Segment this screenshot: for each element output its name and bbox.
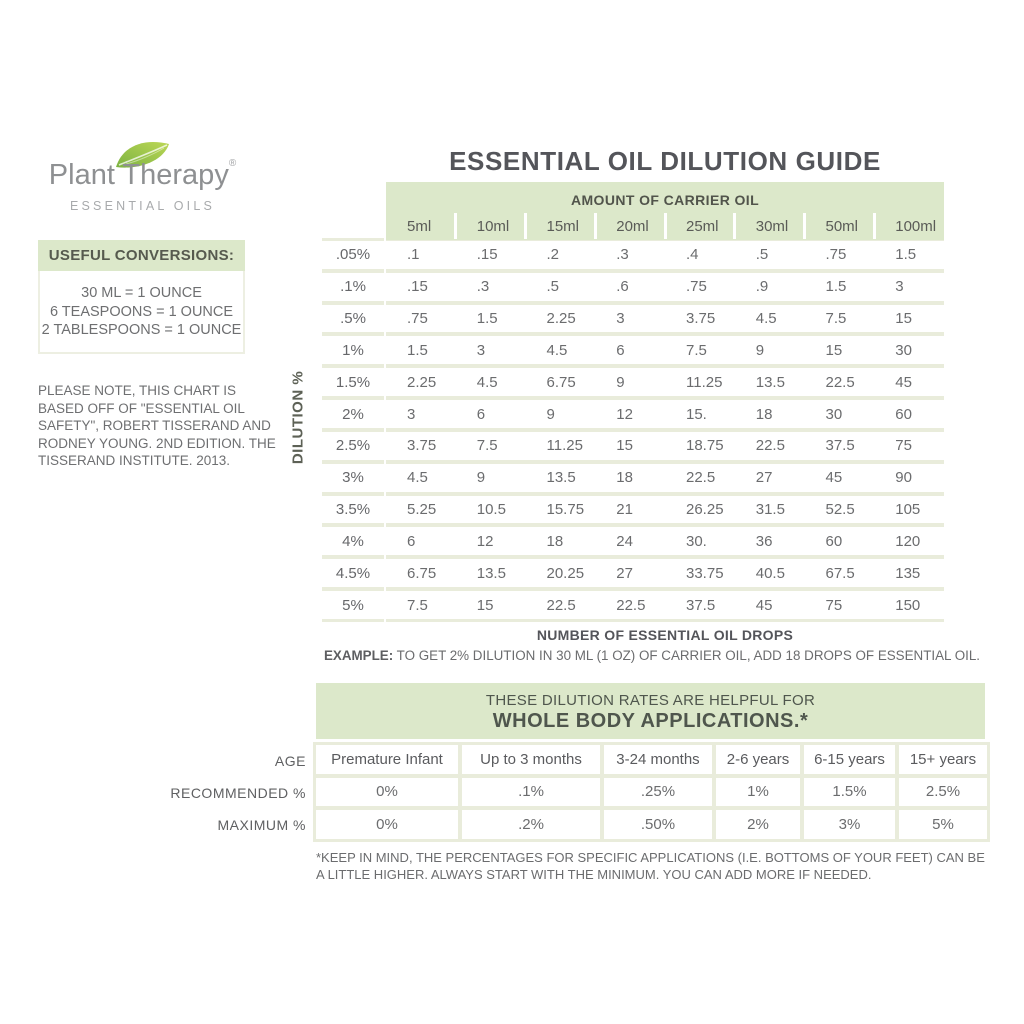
dilution-table-row <box>386 241 944 269</box>
drops-value-cell: 4.5 <box>755 310 777 328</box>
example-text <box>316 648 988 663</box>
drops-value-cell: .75 <box>825 246 847 264</box>
age-group-cell: Premature Infant <box>316 745 458 774</box>
drops-value-cell: 18 <box>546 532 564 550</box>
conversions-list <box>38 271 245 354</box>
drops-value-cell: 22.5 <box>686 469 716 487</box>
drops-value-cell: 15 <box>825 341 843 359</box>
drops-value-cell: 90 <box>895 469 912 487</box>
carrier-oil-column-header: 10ml <box>476 217 510 235</box>
drops-value-cell: 37.5 <box>686 596 716 614</box>
registered-mark: ® <box>228 158 237 169</box>
drops-value-cell: 27 <box>755 469 773 487</box>
useful-conversions-box <box>38 240 245 354</box>
carrier-oil-column-header: 20ml <box>616 217 649 235</box>
dilution-table-row <box>386 432 944 460</box>
maximum-percent-cell: 0% <box>316 810 458 839</box>
drops-value-cell: 15. <box>686 405 707 423</box>
dilution-percent-label: .1% <box>322 273 384 301</box>
drops-value-cell: 3.75 <box>686 310 716 328</box>
dilution-table-row <box>386 527 944 555</box>
header-column-separator <box>873 213 876 239</box>
dilution-percent-label: .05% <box>322 241 384 269</box>
drops-value-cell: 22.5 <box>825 373 855 391</box>
drops-value-cell: 13.5 <box>755 373 785 391</box>
dilution-percent-label: 4% <box>322 527 384 555</box>
drops-value-cell: 31.5 <box>755 501 785 519</box>
drops-value-cell: .5 <box>755 246 769 264</box>
maximum-percent-cell: 2% <box>716 810 800 839</box>
carrier-oil-column-header: 15ml <box>546 217 580 235</box>
drops-value-cell: 22.5 <box>546 596 576 614</box>
drops-value-cell: 45 <box>825 469 843 487</box>
drops-footer-label: NUMBER OF ESSENTIAL OIL DROPS <box>536 627 794 643</box>
maximum-percent-cell: 3% <box>804 810 895 839</box>
drops-value-cell: 18.75 <box>686 437 724 455</box>
drops-value-cell: .1 <box>407 246 420 264</box>
drops-value-cell: .15 <box>407 278 428 296</box>
carrier-oil-header <box>386 182 944 240</box>
maximum-percent-cell: .50% <box>604 810 712 839</box>
brand-text: Plant Therapy <box>48 159 229 191</box>
drops-value-cell: 7.5 <box>686 341 707 359</box>
drops-value-cell: 9 <box>755 341 765 359</box>
drops-value-cell: 9 <box>476 469 486 487</box>
conversion-item: 30 ML = 1 OUNCE <box>81 285 202 301</box>
source-note: PLEASE NOTE, THIS CHART IS BASED OFF OF "ESSENTIAL OIL SAFETY", ROBERT TISSERAND AND RODNEY YOUNG. 2ND EDITION. THE TISSERAND INSTITUTE. 2013. <box>38 383 276 468</box>
age-group-cell: 3-24 months <box>604 745 712 774</box>
drops-value-cell: 21 <box>616 501 633 519</box>
drops-value-cell: 33.75 <box>686 564 724 582</box>
header-column-separator <box>664 213 667 239</box>
age-row-label: AGE <box>274 753 306 769</box>
drops-value-cell: 4.5 <box>546 341 568 359</box>
dilution-percent-label: .5% <box>322 305 384 333</box>
dilution-percent-label: 2% <box>322 400 384 428</box>
drops-value-cell: 18 <box>755 405 773 423</box>
whole-body-header-box <box>316 683 985 739</box>
conversion-item: 6 TEASPOONS = 1 OUNCE <box>49 303 234 320</box>
drops-value-cell: 6 <box>407 532 416 550</box>
drops-value-cell: 15.75 <box>546 501 585 519</box>
drops-value-cell: 3 <box>476 341 486 359</box>
recommended-row-label: RECOMMENDED % <box>170 785 306 801</box>
recommended-percent-cell: 2.5% <box>899 778 987 807</box>
drops-value-cell: 22.5 <box>755 437 785 455</box>
drops-value-cell: .3 <box>476 278 490 296</box>
header-column-separator <box>524 213 527 239</box>
drops-value-cell: 1.5 <box>407 341 428 359</box>
drops-value-cell: 12 <box>616 405 633 423</box>
carrier-oil-group-label: AMOUNT OF CARRIER OIL <box>570 192 760 208</box>
age-table <box>313 742 990 842</box>
drops-value-cell: 1.5 <box>895 246 917 264</box>
drops-value-cell: .75 <box>407 310 428 328</box>
brand-name <box>40 159 245 192</box>
age-group-cell: 6-15 years <box>804 745 895 774</box>
carrier-oil-column-headers <box>386 212 944 240</box>
drops-value-cell: 13.5 <box>546 469 576 487</box>
carrier-oil-column-header: 25ml <box>686 217 719 235</box>
dilution-percent-label: 1% <box>322 336 384 364</box>
drops-value-cell: 135 <box>895 564 921 582</box>
dilution-table-body <box>386 238 944 622</box>
drops-value-cell: 7.5 <box>407 596 428 614</box>
drops-value-cell: 4.5 <box>407 469 428 487</box>
drops-value-cell: 15 <box>616 437 633 455</box>
drops-value-cell: 6.75 <box>546 373 576 391</box>
dilution-table-row <box>386 591 944 619</box>
drops-value-cell: 24 <box>616 532 633 550</box>
conversion-item: 2 TABLESPOONS = 1 OUNCE <box>41 322 242 338</box>
whole-body-line1: THESE DILUTION RATES ARE HELPFUL FOR <box>485 692 816 709</box>
dilution-table-row <box>386 559 944 587</box>
maximum-row-label: MAXIMUM % <box>217 817 306 833</box>
dilution-table-row <box>386 336 944 364</box>
drops-value-cell: 1.5 <box>825 278 847 296</box>
drops-value-cell: 15 <box>895 310 912 328</box>
recommended-percent-cell: 1.5% <box>804 778 895 807</box>
header-column-separator <box>454 213 457 239</box>
drops-value-cell: 3 <box>895 278 904 296</box>
drops-value-cell: 40.5 <box>755 564 785 582</box>
drops-value-cell: 30 <box>895 341 912 359</box>
maximum-percent-cell: .2% <box>462 810 600 839</box>
drops-value-cell: 12 <box>476 532 494 550</box>
dilution-percent-label: 1.5% <box>322 368 384 396</box>
age-group-cell: Up to 3 months <box>462 745 600 774</box>
header-column-separator <box>733 213 736 239</box>
dilution-percent-label: 3% <box>322 464 384 492</box>
carrier-oil-column-header: 30ml <box>755 217 789 235</box>
drops-value-cell: 150 <box>895 596 921 614</box>
recommended-percent-cell: 1% <box>716 778 800 807</box>
maximum-percent-cell: 5% <box>899 810 987 839</box>
example-body: TO GET 2% DILUTION IN 30 ML (1 OZ) OF CARRIER OIL, ADD 18 DROPS OF ESSENTIAL OIL. <box>393 648 981 663</box>
drops-value-cell: 120 <box>895 532 921 550</box>
drops-value-cell: 13.5 <box>476 564 506 582</box>
drops-value-cell: 52.5 <box>825 501 855 519</box>
drops-value-cell: 26.25 <box>686 501 724 519</box>
drops-value-cell: 5.25 <box>407 501 437 519</box>
dilution-percent-label: 4.5% <box>322 559 384 587</box>
drops-value-cell: .75 <box>686 278 707 296</box>
drops-value-cell: 45 <box>895 373 912 391</box>
drops-value-cell: 20.25 <box>546 564 585 582</box>
dilution-table-row <box>386 496 944 524</box>
page-title: ESSENTIAL OIL DILUTION GUIDE <box>449 146 881 176</box>
dilution-table-row <box>386 273 944 301</box>
recommended-percent-cell: .25% <box>604 778 712 807</box>
drops-value-cell: 7.5 <box>476 437 498 455</box>
drops-value-cell: 67.5 <box>825 564 855 582</box>
drops-value-cell: 15 <box>476 596 494 614</box>
dilution-table-row <box>386 368 944 396</box>
drops-value-cell: 9 <box>616 373 625 391</box>
drops-value-cell: 7.5 <box>825 310 847 328</box>
drops-value-cell: 1.5 <box>476 310 498 328</box>
drops-value-cell: .15 <box>476 246 498 264</box>
age-group-cell: 2-6 years <box>716 745 800 774</box>
drops-value-cell: 37.5 <box>825 437 855 455</box>
drops-value-cell: 3.75 <box>407 437 437 455</box>
drops-value-cell: 30. <box>686 532 707 550</box>
whole-body-line2: WHOLE BODY APPLICATIONS.* <box>492 710 809 732</box>
drops-value-cell: 6 <box>476 405 486 423</box>
drops-value-cell: 3 <box>616 310 625 328</box>
carrier-oil-column-header: 100ml <box>895 217 937 235</box>
dilution-percent-label: 2.5% <box>322 432 384 460</box>
carrier-oil-column-header: 5ml <box>407 217 432 235</box>
dilution-row-labels <box>322 238 384 622</box>
drops-value-cell: 45 <box>755 596 773 614</box>
drops-value-cell: 9 <box>546 405 555 423</box>
dilution-percent-label: 5% <box>322 591 384 619</box>
dilution-table-row <box>386 464 944 492</box>
drops-value-cell: 6 <box>616 341 625 359</box>
dilution-table-row <box>386 400 944 428</box>
drops-value-cell: 75 <box>895 437 912 455</box>
footnote: *KEEP IN MIND, THE PERCENTAGES FOR SPECIFIC APPLICATIONS (I.E. BOTTOMS OF YOUR FEET) CAN BE A LITTLE HIGHER. ALWAYS START WITH THE MINIMUM. YOU CAN ADD MORE IF NEEDED. <box>316 850 985 882</box>
drops-value-cell: 27 <box>616 564 633 582</box>
header-column-separator <box>803 213 806 239</box>
brand-subtitle: ESSENTIAL OILS <box>69 199 216 213</box>
drops-value-cell: .4 <box>686 246 699 264</box>
drops-value-cell: 2.25 <box>407 373 437 391</box>
example-bold: EXAMPLE: <box>323 648 394 663</box>
drops-value-cell: 10.5 <box>476 501 506 519</box>
dilution-percent-label: 3.5% <box>322 496 384 524</box>
drops-value-cell: 2.25 <box>546 310 576 328</box>
drops-value-cell: 75 <box>825 596 843 614</box>
drops-value-cell: 30 <box>825 405 843 423</box>
drops-value-cell: 60 <box>825 532 843 550</box>
drops-value-cell: 4.5 <box>476 373 498 391</box>
drops-value-cell: .5 <box>546 278 560 296</box>
header-column-separator <box>594 213 597 239</box>
drops-value-cell: .6 <box>616 278 629 296</box>
drops-value-cell: .2 <box>546 246 560 264</box>
age-group-cell: 15+ years <box>899 745 987 774</box>
drops-value-cell: 105 <box>895 501 921 519</box>
recommended-percent-cell: .1% <box>462 778 600 807</box>
dilution-axis-label: DILUTION % <box>289 370 307 465</box>
drops-value-cell: 60 <box>895 405 912 423</box>
drops-value-cell: 3 <box>407 405 416 423</box>
conversions-header: USEFUL CONVERSIONS: <box>38 240 245 271</box>
drops-value-cell: 6.75 <box>407 564 437 582</box>
drops-value-cell: 11.25 <box>546 437 583 455</box>
dilution-table-row <box>386 305 944 333</box>
recommended-percent-cell: 0% <box>316 778 458 807</box>
drops-value-cell: .3 <box>616 246 629 264</box>
drops-value-cell: 18 <box>616 469 633 487</box>
drops-value-cell: .9 <box>755 278 769 296</box>
carrier-oil-column-header: 50ml <box>825 217 859 235</box>
drops-value-cell: 22.5 <box>616 596 646 614</box>
drops-value-cell: 36 <box>755 532 773 550</box>
drops-value-cell: 11.25 <box>686 373 723 391</box>
